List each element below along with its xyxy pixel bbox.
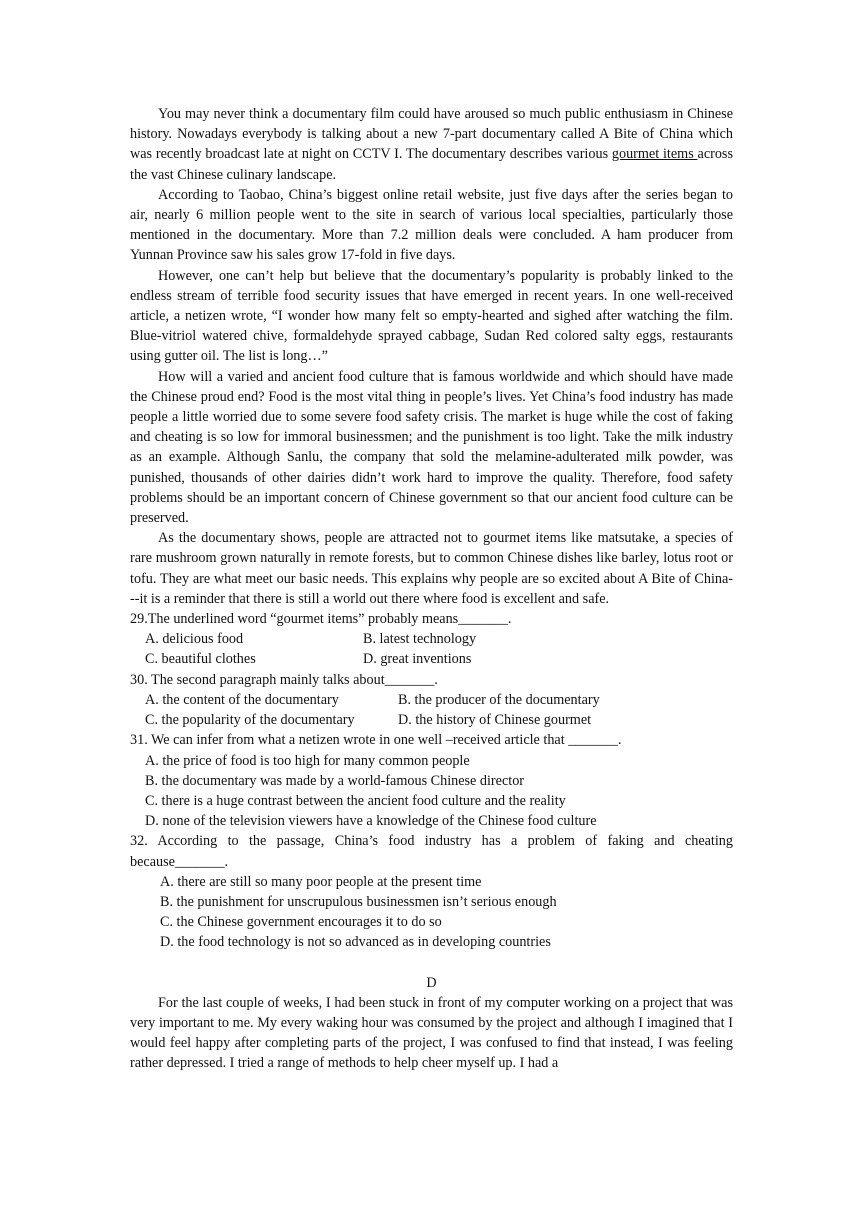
- option-b: B. the producer of the documentary: [398, 691, 600, 708]
- option-a: A. the price of food is too high for many common people: [145, 752, 470, 769]
- option-c: C. there is a huge contrast between the ancient food culture and the reality: [145, 792, 566, 809]
- passage-text: across the vast Chinese culinary landscape.: [130, 146, 733, 183]
- option-c: C. beautiful clothes: [145, 651, 256, 668]
- passage-paragraph-2: According to Taobao, China’s biggest online retail website, just five days after the series began to air, nearly 6 million people went to the site in search of various local specialties, particularly those mentioned in the documentary. More than 7.2 million deals were concluded. A ham producer from Yunnan Province saw his sales grow 17-fold in five days.: [130, 186, 733, 264]
- passage-paragraph-3: However, one can’t help but believe that the documentary’s popularity is probably linked to the endless stream of terrible food security issues that have emerged in recent years. In one well-received article, a netizen wrote, “I wonder how many felt so empty-hearted and sighed after watching the film. Blue-vitriol watered chive, formaldehyde sprayed cabbage, Sudan Red colored salty eggs, restaurants using gutter oil. The list is long…”: [130, 267, 733, 365]
- option-a: A. there are still so many poor people at the present time: [160, 873, 482, 890]
- option-a: A. delicious food: [145, 631, 244, 648]
- passage-paragraph-1: [130, 104, 733, 185]
- question-30-options: [130, 690, 733, 730]
- passage-paragraph-4: How will a varied and ancient food culture that is famous worldwide and which should have made the Chinese proud end? Food is the most vital thing in people’s lives. Yet China’s food industry has made people a little worried due to some severe food safety crisis. The market is huge while the cost of faking and cheating is so low for immoral businessmen; and the punishment is too light. Take the milk industry as an example. Although Sanlu, the company that sold the melamine-adulterated milk powder, was punished, thousands of other dairies didn’t work hard to improve the quality. Therefore, food safety problems should be an important concern of Chinese government so that our ancient food culture can be preserved.: [130, 368, 733, 527]
- document-page: [130, 104, 733, 1074]
- option-b: B. the documentary was made by a world-famous Chinese director: [145, 772, 525, 789]
- question-31-stem: 31. We can infer from what a netizen wrote in one well –received article that _______.: [130, 732, 622, 749]
- option-a: A. the content of the documentary: [145, 691, 339, 708]
- option-b: B. latest technology: [363, 631, 477, 648]
- option-c: C. the popularity of the documentary: [145, 712, 355, 729]
- question-29-stem: 29.The underlined word “gourmet items” probably means_______.: [130, 611, 512, 628]
- section-d-paragraph-1: For the last couple of weeks, I had been stuck in front of my computer working on a project that was very important to me. My every waking hour was consumed by the project and although I imagined that I would feel happy after completing parts of the project, I was confused to find that instead, I was feeling rather depressed. I tried a range of methods to help cheer myself up. I had a: [130, 994, 733, 1072]
- option-d: D. none of the television viewers have a knowledge of the Chinese food culture: [145, 813, 597, 830]
- option-d: D. the history of Chinese gourmet: [398, 712, 592, 729]
- option-d: D. great inventions: [363, 651, 472, 668]
- passage-paragraph-5: As the documentary shows, people are attracted not to gourmet items like matsutake, a species of rare mushroom grown naturally in remote forests, but to common Chinese dishes like barley, lotus root or tofu. They are what meet our basic needs. This explains why people are so excited about A Bite of China---it is a reminder that there is still a world out there where food is excellent and safe.: [130, 530, 733, 607]
- option-c: C. the Chinese government encourages it to do so: [160, 914, 442, 931]
- option-b: B. the punishment for unscrupulous businessmen isn’t serious enough: [160, 893, 557, 910]
- question-32-stem: 32. According to the passage, China’s food industry has a problem of faking and cheating because_______.: [130, 833, 733, 870]
- passage-text: You may never think a documentary film could have aroused so much public enthusiasm in Chinese history. Nowadays everybody is talking about a new 7-part documentary called A Bite of China which was recently broadcast late at night on CCTV I. The documentary describes various: [130, 106, 733, 163]
- option-d: D. the food technology is not so advanced as in developing countries: [160, 934, 551, 951]
- question-30-stem: 30. The second paragraph mainly talks about_______.: [130, 671, 438, 688]
- question-29-options: [130, 629, 733, 669]
- section-spacer: [130, 953, 733, 973]
- underlined-gourmet-items: gourmet items: [611, 146, 698, 163]
- section-d-heading: D: [426, 974, 437, 991]
